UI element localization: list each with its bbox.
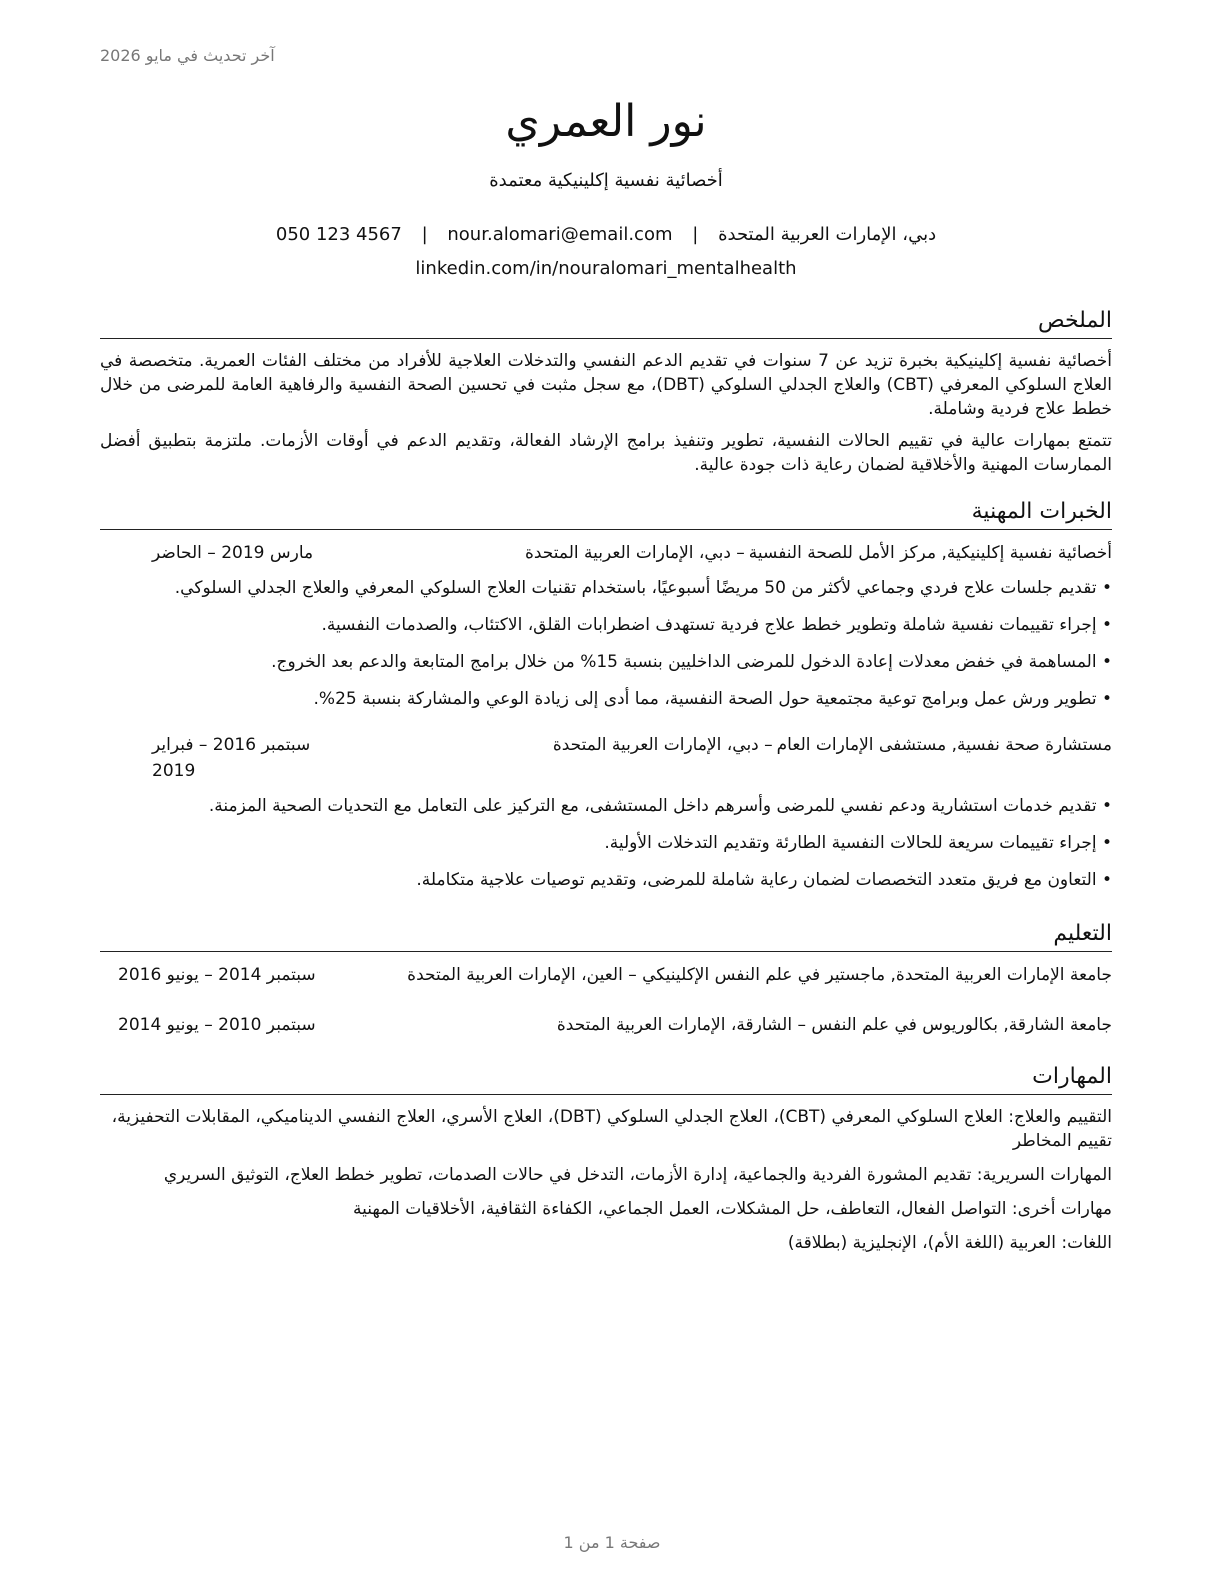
contact-info bbox=[100, 218, 1112, 286]
skill-line: مهارات أخرى: التواصل الفعال، التعاطف، حل المشكلات، العمل الجماعي، الكفاءة الثقافية، الأخلاقيات المهنية bbox=[352, 1199, 1112, 1219]
skill-line: اللغات: العربية (اللغة الأم)، الإنجليزية (بطلاقة) bbox=[787, 1233, 1112, 1253]
job-bullets bbox=[100, 570, 1112, 718]
page-number: صفحة 1 من 1 bbox=[563, 1533, 661, 1552]
skill-line: التقييم والعلاج: العلاج السلوكي المعرفي (CBT)، العلاج الجدلي السلوكي (DBT)، العلاج الأسري، العلاج النفسي الديناميكي، المقابلات التحفيزية، تقييم المخاطر bbox=[111, 1107, 1112, 1151]
education-dates: سبتمبر 2010 – يونيو 2014 bbox=[118, 1015, 316, 1035]
contact-separator: | bbox=[692, 224, 699, 245]
education-text: جامعة الإمارات العربية المتحدة, ماجستير في علم النفس الإكلينيكي – العين، الإمارات العربية المتحدة bbox=[407, 965, 1112, 985]
job-bullet: • إجراء تقييمات نفسية شاملة وتطوير خطط علاج فردية تستهدف اضطرابات القلق، الاكتئاب، والصدمات النفسية. bbox=[100, 607, 1112, 644]
job-dates: مارس 2019 – الحاضر bbox=[152, 543, 314, 563]
education-dates: سبتمبر 2014 – يونيو 2016 bbox=[118, 965, 316, 985]
contact-phone: 050 123 4567 bbox=[275, 224, 402, 245]
summary-paragraph: تتمتع بمهارات عالية في تقييم الحالات النفسية، تطوير وتنفيذ برامج الإرشاد الفعالة، وتقديم الدعم في أوقات الأزمات. ملتزمة بتطبيق أفضل الممارسات المهنية والأخلاقية لضمان رعاية ذات جودة عالية. bbox=[100, 431, 1112, 475]
job-bullet: • التعاون مع فريق متعدد التخصصات لضمان رعاية شاملة للمرضى، وتقديم توصيات علاجية متكاملة. bbox=[100, 862, 1112, 899]
candidate-title: أخصائية نفسية إكلينيكية معتمدة bbox=[489, 170, 723, 191]
education-entry bbox=[100, 1012, 1112, 1038]
job-entry bbox=[100, 540, 1112, 718]
job-dates: سبتمبر 2016 – فبراير 2019 bbox=[152, 735, 311, 781]
education-heading: التعليم bbox=[100, 919, 1112, 952]
skills-heading: المهارات bbox=[100, 1062, 1112, 1095]
contact-linkedin[interactable]: linkedin.com/in/nouralomari_mentalhealth bbox=[415, 258, 797, 279]
job-header bbox=[100, 732, 1112, 784]
job-bullet: • تقديم جلسات علاج فردي وجماعي لأكثر من 50 مريضًا أسبوعيًا، باستخدام تقنيات العلاج السلوكي المعرفي والعلاج الجدلي السلوكي. bbox=[100, 570, 1112, 607]
contact-email[interactable]: nour.alomari@email.com bbox=[447, 224, 673, 245]
job-entry bbox=[100, 732, 1112, 899]
contact-line-2 bbox=[100, 252, 1112, 286]
summary-paragraph: أخصائية نفسية إكلينيكية بخبرة تزيد عن 7 سنوات في تقديم الدعم النفسي والتدخلات العلاجية للأفراد من مختلف الفئات العمرية. متخصصة في العلاج السلوكي المعرفي (CBT) والعلاج الجدلي السلوكي (DBT)، مع سجل مثبت في تحسين الصحة النفسية والرفاهية العامة للمرضى من خلال خطط علاج فردية وشاملة. bbox=[100, 351, 1112, 419]
job-header bbox=[100, 540, 1112, 566]
summary-heading: الملخص bbox=[100, 306, 1112, 339]
job-bullet: • إجراء تقييمات سريعة للحالات النفسية الطارئة وتقديم التدخلات الأولية. bbox=[100, 825, 1112, 862]
job-location: – دبي، الإمارات العربية المتحدة bbox=[552, 735, 773, 755]
job-role: مستشارة صحة نفسية, مستشفى الإمارات العام bbox=[776, 735, 1112, 755]
job-role: أخصائية نفسية إكلينيكية, مركز الأمل للصحة النفسية bbox=[748, 543, 1112, 563]
candidate-name: نور العمري bbox=[505, 96, 707, 147]
job-bullets bbox=[100, 788, 1112, 899]
education-text: جامعة الشارقة, بكالوريوس في علم النفس – الشارقة، الإمارات العربية المتحدة bbox=[556, 1015, 1112, 1035]
experience-heading: الخبرات المهنية bbox=[100, 497, 1112, 530]
job-bullet: • المساهمة في خفض معدلات إعادة الدخول للمرضى الداخليين بنسبة 15% من خلال برامج المتابعة والدعم بعد الخروج. bbox=[100, 644, 1112, 681]
job-location: – دبي، الإمارات العربية المتحدة bbox=[524, 543, 745, 563]
contact-separator: | bbox=[421, 224, 428, 245]
job-bullet: • تقديم خدمات استشارية ودعم نفسي للمرضى وأسرهم داخل المستشفى، مع التركيز على التعامل مع التحديات الصحية المزمنة. bbox=[100, 788, 1112, 825]
resume-content bbox=[100, 92, 1112, 1265]
last-updated-note: آخر تحديث في مايو 2026 bbox=[100, 46, 275, 65]
job-bullet: • تطوير ورش عمل وبرامج توعية مجتمعية حول الصحة النفسية، مما أدى إلى زيادة الوعي والمشاركة بنسبة 25%. bbox=[100, 681, 1112, 718]
contact-line-1 bbox=[100, 218, 1112, 252]
contact-location: دبي، الإمارات العربية المتحدة bbox=[718, 224, 937, 245]
education-entry bbox=[100, 962, 1112, 988]
skill-line: المهارات السريرية: تقديم المشورة الفردية والجماعية، إدارة الأزمات، التدخل في حالات الصدمات، تطوير خطط العلاج، التوثيق السريري bbox=[163, 1165, 1112, 1185]
